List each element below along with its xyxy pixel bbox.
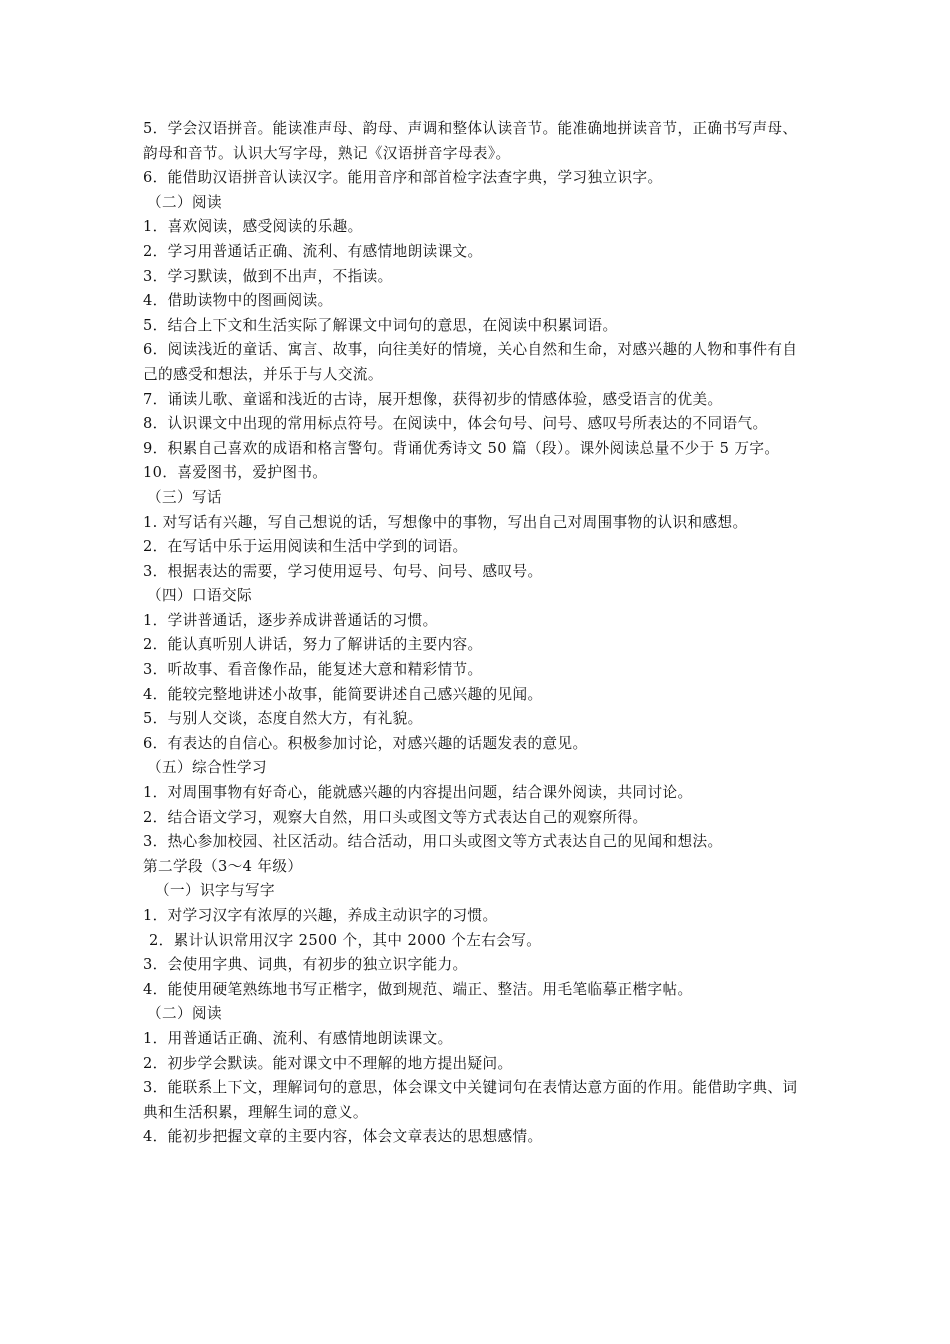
section-heading: （一）识字与写字	[155, 882, 275, 900]
list-item: 2．累计认识常用汉字 2500 个，其中 2000 个左右会写。	[149, 931, 542, 949]
list-item: 2．结合语文学习，观察大自然，用口头或图文等方式表达自己的观察所得。	[143, 808, 648, 826]
list-item: 1. 对写话有兴趣，写自己想说的话，写想像中的事物，写出自己对周围事物的认识和感想。	[143, 513, 748, 531]
list-item: 9．积累自己喜欢的成语和格言警句。背诵优秀诗文 50 篇（段）。课外阅读总量不少于 5 万字。	[143, 439, 780, 457]
list-item: 5．学会汉语拼音。能读准声母、韵母、声调和整体认读音节。能准确地拼读音节，正确书写声母、韵母和音节。认识大写字母，熟记《汉语拼音字母表》。	[143, 120, 798, 162]
list-item: 3．根据表达的需要，学习使用逗号、句号、问号、感叹号。	[143, 562, 543, 580]
list-item: 3．学习默读，做到不出声，不指读。	[143, 267, 393, 285]
list-item: 3．热心参加校园、社区活动。结合活动，用口头或图文等方式表达自己的见闻和想法。	[143, 833, 723, 851]
list-item: 3．听故事、看音像作品，能复述大意和精彩情节。	[143, 661, 483, 679]
list-item: 10．喜爱图书，爱护图书。	[143, 464, 328, 482]
list-item: 5．结合上下文和生活实际了解课文中词句的意思，在阅读中积累词语。	[143, 316, 618, 334]
list-item: 1．学讲普通话，逐步养成讲普通话的习惯。	[143, 611, 438, 629]
section-heading: （四）口语交际	[147, 587, 252, 605]
list-item: 2．学习用普通话正确、流利、有感情地朗读课文。	[143, 242, 483, 260]
list-item: 2．能认真听别人讲话，努力了解讲话的主要内容。	[143, 636, 483, 654]
document-page	[143, 117, 811, 1150]
stage-heading: 第二学段（3～4 年级）	[143, 857, 303, 875]
list-item: 1．对周围事物有好奇心，能就感兴趣的内容提出问题，结合课外阅读，共同讨论。	[143, 784, 693, 802]
list-item: 1．喜欢阅读，感受阅读的乐趣。	[143, 218, 363, 236]
list-item: 3．能联系上下文，理解词句的意思，体会课文中关键词句在表情达意方面的作用。能借助字典、词典和生活积累，理解生词的意义。	[143, 1079, 798, 1121]
list-item: 2．初步学会默读。能对课文中不理解的地方提出疑问。	[143, 1054, 513, 1072]
list-item: 4．借助读物中的图画阅读。	[143, 292, 333, 310]
list-item: 1．用普通话正确、流利、有感情地朗读课文。	[143, 1029, 453, 1047]
list-item: 4．能较完整地讲述小故事，能简要讲述自己感兴趣的见闻。	[143, 685, 543, 703]
section-heading: （二）阅读	[147, 193, 222, 211]
section-heading: （二）阅读	[147, 1005, 222, 1023]
list-item: 3．会使用字典、词典，有初步的独立识字能力。	[143, 956, 468, 974]
list-item: 6．阅读浅近的童话、寓言、故事，向往美好的情境，关心自然和生命，对感兴趣的人物和事件有自己的感受和想法，并乐于与人交流。	[143, 341, 798, 383]
section-heading: （三）写话	[147, 488, 222, 506]
list-item: 4．能使用硬笔熟练地书写正楷字，做到规范、端正、整洁。用毛笔临摹正楷字帖。	[143, 980, 693, 998]
list-item: 1．对学习汉字有浓厚的兴趣，养成主动识字的习惯。	[143, 907, 498, 924]
section-heading: （五）综合性学习	[147, 759, 267, 777]
list-item: 2．在写话中乐于运用阅读和生活中学到的词语。	[143, 538, 468, 556]
list-item: 4．能初步把握文章的主要内容，体会文章表达的思想感情。	[143, 1128, 543, 1146]
list-item: 6．能借助汉语拼音认读汉字。能用音序和部首检字法查字典，学习独立识字。	[143, 169, 663, 187]
list-item: 8．认识课文中出现的常用标点符号。在阅读中，体会句号、问号、感叹号所表达的不同语气。	[143, 415, 768, 433]
list-item: 7．诵读儿歌、童谣和浅近的古诗，展开想像，获得初步的情感体验，感受语言的优美。	[143, 390, 723, 408]
list-item: 6．有表达的自信心。积极参加讨论，对感兴趣的话题发表的意见。	[143, 734, 588, 752]
list-item: 5．与别人交谈，态度自然大方，有礼貌。	[143, 710, 423, 728]
